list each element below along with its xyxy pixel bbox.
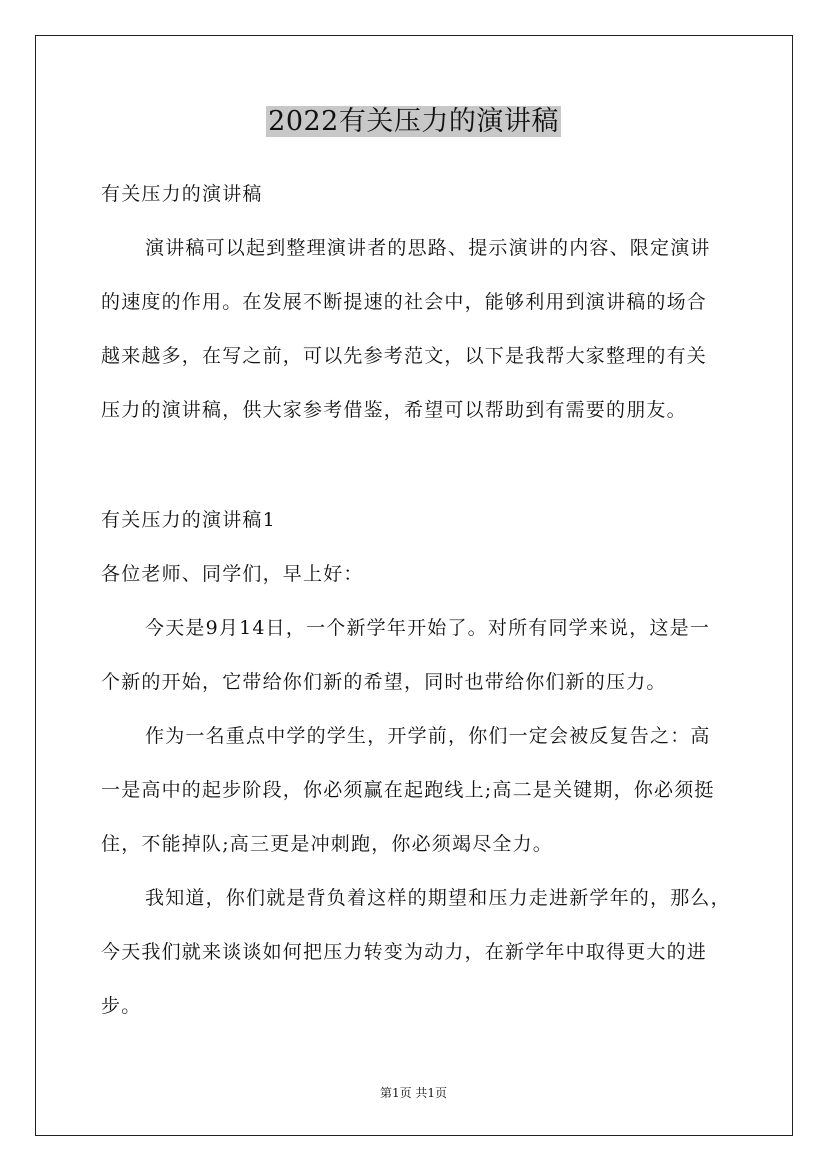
body-line: 一是高中的起步阶段，你必须赢在起跑线上;高二是关键期，你必须挺 xyxy=(101,779,715,801)
intro-line: 越来越多，在写之前，可以先参考范文，以下是我帮大家整理的有关 xyxy=(101,345,708,367)
intro-line: 演讲稿可以起到整理演讲者的思路、提示演讲的内容、限定演讲 xyxy=(145,237,711,259)
body-line: 作为一名重点中学的学生，开学前，你们一定会被反复告之：高 xyxy=(145,725,711,747)
intro-line: 压力的演讲稿，供大家参考借鉴，希望可以帮助到有需要的朋友。 xyxy=(101,399,687,421)
section-heading: 有关压力的演讲稿1 xyxy=(101,509,276,531)
body-line: 今天我们就来谈谈如何把压力转变为动力，在新学年中取得更大的进 xyxy=(101,941,708,963)
body-line: 个新的开始，它带给你们新的希望，同时也带给你们新的压力。 xyxy=(101,671,667,693)
subtitle: 有关压力的演讲稿 xyxy=(101,183,263,205)
body-line: 步。 xyxy=(101,995,142,1017)
intro-line: 的速度的作用。在发展不断提速的社会中，能够利用到演讲稿的场合 xyxy=(101,291,708,313)
page-footer: 第1页 共1页 xyxy=(379,1086,448,1100)
body-line: 我知道，你们就是背负着这样的期望和压力走进新学年的，那么， xyxy=(145,887,731,909)
document-title-wrap xyxy=(0,100,827,144)
body-line: 住，不能掉队;高三更是冲刺跑，你必须竭尽全力。 xyxy=(101,833,554,855)
greeting: 各位老师、同学们，早上好： xyxy=(101,563,364,585)
document-title: 2022有关压力的演讲稿 xyxy=(268,106,559,137)
body-line: 今天是9月14日，一个新学年开始了。对所有同学来说，这是一 xyxy=(145,617,711,639)
